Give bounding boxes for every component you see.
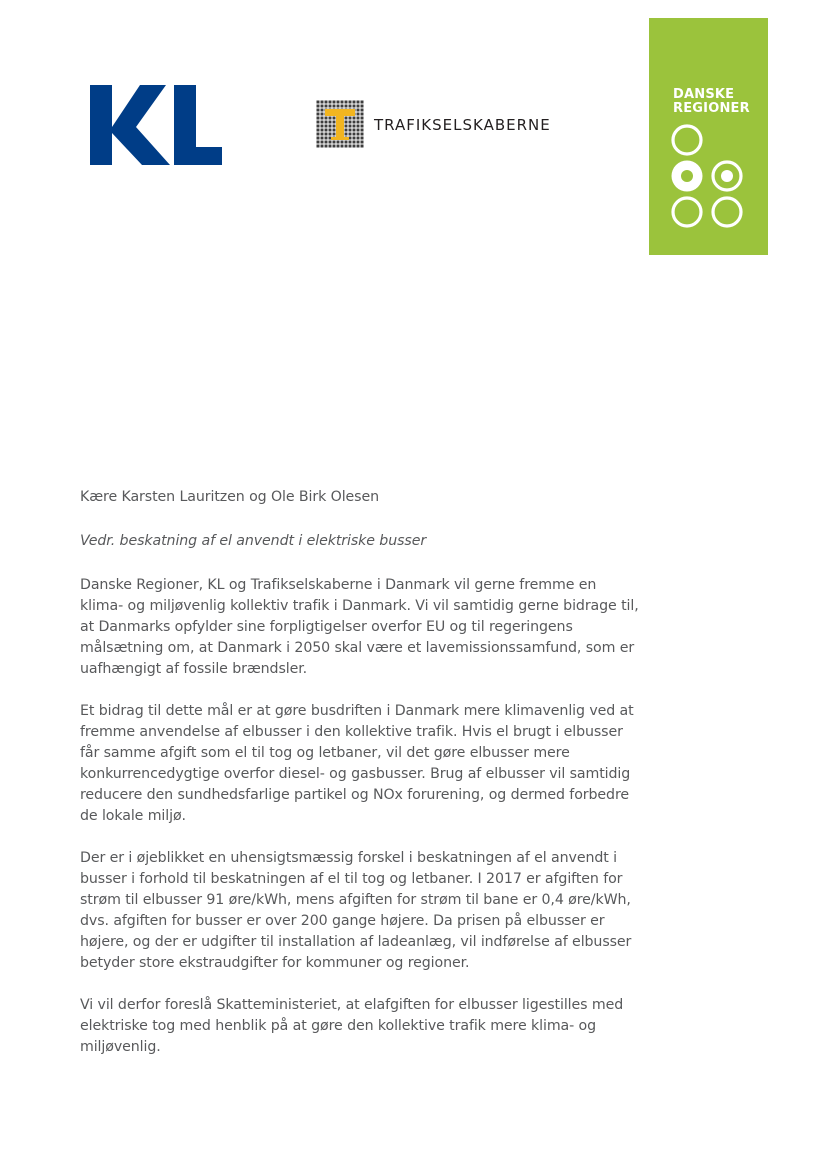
trafikselskaberne-logo [316, 100, 551, 148]
danske-regioner-line2: REGIONER [673, 101, 750, 116]
letter-body [80, 487, 640, 1079]
salutation: Kære Karsten Lauritzen og Ole Birk Olesen [80, 489, 379, 505]
paragraph-1: Danske Regioner, KL og Trafikselskaberne i Danmark vil gerne fremme en klima- og miljøvenlig kollektiv trafik i Danmark. Vi vil samtidig gerne bidrage til, at Danmarks opfylder sine forpligtigelser overfor EU og til regeringens målsætning om, at Danmark i 2050 skal være et lavemissionssamfund, som er uafhængigt af fossile brændsler. [80, 577, 639, 677]
paragraph-2: Et bidrag til dette mål er at gøre busdriften i Danmark mere klimavenlig ved at fremme anvendelse af elbusser i den kollektive trafik. Hvis el brugt i elbusser får samme afgift som el til tog og letbaner, vil det gøre elbusser mere konkurrencedygtige overfor diesel- og gasbusser. Brug af elbusser vil samtidig reducere den sundhedsfarlige partikel og NOx forurening, og dermed forbedre de lokale miljø. [80, 703, 634, 824]
danske-regioner-wordmark [673, 88, 750, 116]
paragraph-4: Vi vil derfor foreslå Skatteministeriet, at elafgiften for elbusser ligestilles med elektriske tog med henblik på at gøre den kollektive trafik mere klima- og miljøvenlig. [80, 997, 624, 1055]
paragraph-3: Der er i øjeblikket en uhensigtsmæssig forskel i beskatningen af el anvendt i busser i forhold til beskatningen af el til tog og letbaner. I 2017 er afgiften for strøm til elbusser 91 øre/kWh, mens afgiften for strøm til bane er 0,4 øre/kWh, dvs. afgiften for busser er over 200 gange højere. Da prisen på elbusser er højere, og der er udgifter til installation af ladeanlæg, vil indførelse af elbusser betyder store ekstraudgifter for kommuner og regioner. [80, 850, 632, 971]
subject-line: Vedr. beskatning af el anvendt i elektriske busser [80, 533, 427, 549]
kl-logo [90, 85, 222, 165]
danske-regioner-logo [649, 18, 768, 255]
danske-regioner-line1: DANSKE [673, 87, 735, 102]
danske-regioner-circles-icon [671, 122, 747, 232]
trafikselskaberne-mark-icon [316, 100, 364, 148]
trafikselskaberne-wordmark: TRAFIKSELSKABERNE [374, 116, 551, 134]
